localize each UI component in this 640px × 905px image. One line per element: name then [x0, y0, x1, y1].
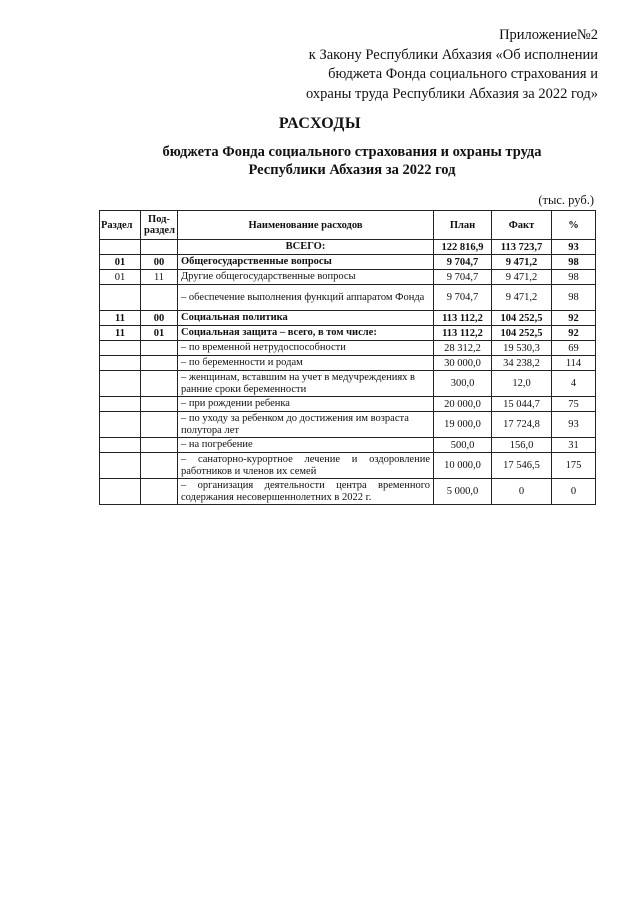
cell-section [100, 285, 141, 311]
cell-section [100, 412, 141, 438]
cell-section: 11 [100, 326, 141, 341]
header-percent: % [552, 211, 596, 240]
cell-plan: 9 704,7 [434, 255, 492, 270]
cell-name: Социальная защита – всего, в том числе: [178, 326, 434, 341]
header-plan: План [434, 211, 492, 240]
cell-fact: 12,0 [492, 371, 552, 397]
cell-name: – обеспечение выполнения функций аппаратом Фонда [178, 285, 434, 311]
document-title: РАСХОДЫ [278, 115, 362, 132]
cell-subsection [141, 438, 178, 453]
cell-name: – организация деятельности центра временного содержания несовершеннолетних в 2022 г. [178, 479, 434, 505]
cell-subsection [141, 479, 178, 505]
cell-plan: 5 000,0 [434, 479, 492, 505]
cell-fact: 156,0 [492, 438, 552, 453]
appendix-line: бюджета Фонда социального страхования и [328, 66, 598, 82]
cell-fact: 9 471,2 [492, 285, 552, 311]
cell-fact: 0 [492, 479, 552, 505]
table-row [100, 356, 596, 371]
header-fact: Факт [492, 211, 552, 240]
cell-subsection: 00 [141, 311, 178, 326]
cell-plan: 10 000,0 [434, 453, 492, 479]
cell-subsection: 00 [141, 255, 178, 270]
cell-fact: 17 546,5 [492, 453, 552, 479]
table-row [100, 341, 596, 356]
cell-subsection [141, 371, 178, 397]
cell-name: Общегосударственные вопросы [178, 255, 434, 270]
document-subtitle [0, 143, 640, 179]
cell-fact: 19 530,3 [492, 341, 552, 356]
cell-name: – по временной нетрудоспособности [178, 341, 434, 356]
cell-section [100, 356, 141, 371]
cell-plan: 113 112,2 [434, 311, 492, 326]
appendix-line: охраны труда Республики Абхазия за 2022 год» [306, 85, 598, 102]
cell-section [100, 397, 141, 412]
appendix-line: Приложение№2 [499, 27, 598, 43]
cell-fact: 17 724,8 [492, 412, 552, 438]
cell-subsection [141, 397, 178, 412]
table-row [100, 311, 596, 326]
cell-name: Другие общегосударственные вопросы [178, 270, 434, 285]
cell-name: – женщинам, вставшим на учет в медучреждениях в ранние сроки беременности [178, 371, 434, 397]
cell-fact: 9 471,2 [492, 270, 552, 285]
cell-name: – при рождении ребенка [178, 397, 434, 412]
header-subsection: Под-раздел [141, 211, 178, 240]
cell-plan: 9 704,7 [434, 270, 492, 285]
units-label: (тыс. руб.) [538, 193, 594, 207]
cell-percent: 4 [552, 371, 596, 397]
expenses-table [99, 210, 596, 505]
cell-subsection [141, 240, 178, 255]
cell-name: – санаторно-курортное лечение и оздоровление работников и членов их семей [178, 453, 434, 479]
table-row [100, 397, 596, 412]
cell-subsection [141, 453, 178, 479]
cell-percent: 98 [552, 255, 596, 270]
cell-section [100, 240, 141, 255]
cell-name: – по беременности и родам [178, 356, 434, 371]
cell-percent: 175 [552, 453, 596, 479]
cell-section [100, 479, 141, 505]
cell-fact: 9 471,2 [492, 255, 552, 270]
cell-subsection [141, 356, 178, 371]
cell-fact: 15 044,7 [492, 397, 552, 412]
table-row [100, 479, 596, 505]
table-row [100, 255, 596, 270]
cell-percent: 75 [552, 397, 596, 412]
cell-plan: 20 000,0 [434, 397, 492, 412]
cell-plan: 300,0 [434, 371, 492, 397]
cell-section [100, 371, 141, 397]
cell-percent: 0 [552, 479, 596, 505]
table-row [100, 270, 596, 285]
cell-section: 01 [100, 255, 141, 270]
cell-section: 11 [100, 311, 141, 326]
cell-fact: 113 723,7 [492, 240, 552, 255]
cell-plan: 28 312,2 [434, 341, 492, 356]
header-name: Наименование расходов [178, 211, 434, 240]
cell-section: 01 [100, 270, 141, 285]
subtitle-line: Республики Абхазия за 2022 год [248, 162, 456, 178]
table-row [100, 326, 596, 341]
cell-percent: 31 [552, 438, 596, 453]
cell-plan: 9 704,7 [434, 285, 492, 311]
cell-name: – на погребение [178, 438, 434, 453]
cell-section [100, 438, 141, 453]
cell-percent: 98 [552, 270, 596, 285]
cell-percent: 92 [552, 311, 596, 326]
table-row [100, 453, 596, 479]
cell-name: – по уходу за ребенком до достижения им возраста полутора лет [178, 412, 434, 438]
cell-subsection: 11 [141, 270, 178, 285]
cell-percent: 92 [552, 326, 596, 341]
cell-fact: 104 252,5 [492, 326, 552, 341]
cell-percent: 69 [552, 341, 596, 356]
cell-section [100, 341, 141, 356]
cell-plan: 122 816,9 [434, 240, 492, 255]
table-row [100, 285, 596, 311]
subtitle-line: бюджета Фонда социального страхования и охраны труда [162, 144, 542, 160]
cell-percent: 98 [552, 285, 596, 311]
cell-fact: 34 238,2 [492, 356, 552, 371]
appendix-note [306, 26, 598, 104]
cell-name: ВСЕГО: [178, 240, 434, 255]
cell-plan: 113 112,2 [434, 326, 492, 341]
cell-subsection: 01 [141, 326, 178, 341]
table-row [100, 371, 596, 397]
cell-fact: 104 252,5 [492, 311, 552, 326]
cell-plan: 500,0 [434, 438, 492, 453]
cell-plan: 30 000,0 [434, 356, 492, 371]
cell-percent: 93 [552, 412, 596, 438]
table-row [100, 438, 596, 453]
cell-name: Социальная политика [178, 311, 434, 326]
header-section: Раздел [100, 211, 141, 240]
cell-percent: 93 [552, 240, 596, 255]
cell-percent: 114 [552, 356, 596, 371]
cell-subsection [141, 412, 178, 438]
table-header-row [100, 211, 596, 240]
table-row [100, 240, 596, 255]
cell-subsection [141, 341, 178, 356]
cell-section [100, 453, 141, 479]
appendix-line: к Закону Республики Абхазия «Об исполнении [308, 46, 598, 63]
cell-subsection [141, 285, 178, 311]
table-row [100, 412, 596, 438]
cell-plan: 19 000,0 [434, 412, 492, 438]
